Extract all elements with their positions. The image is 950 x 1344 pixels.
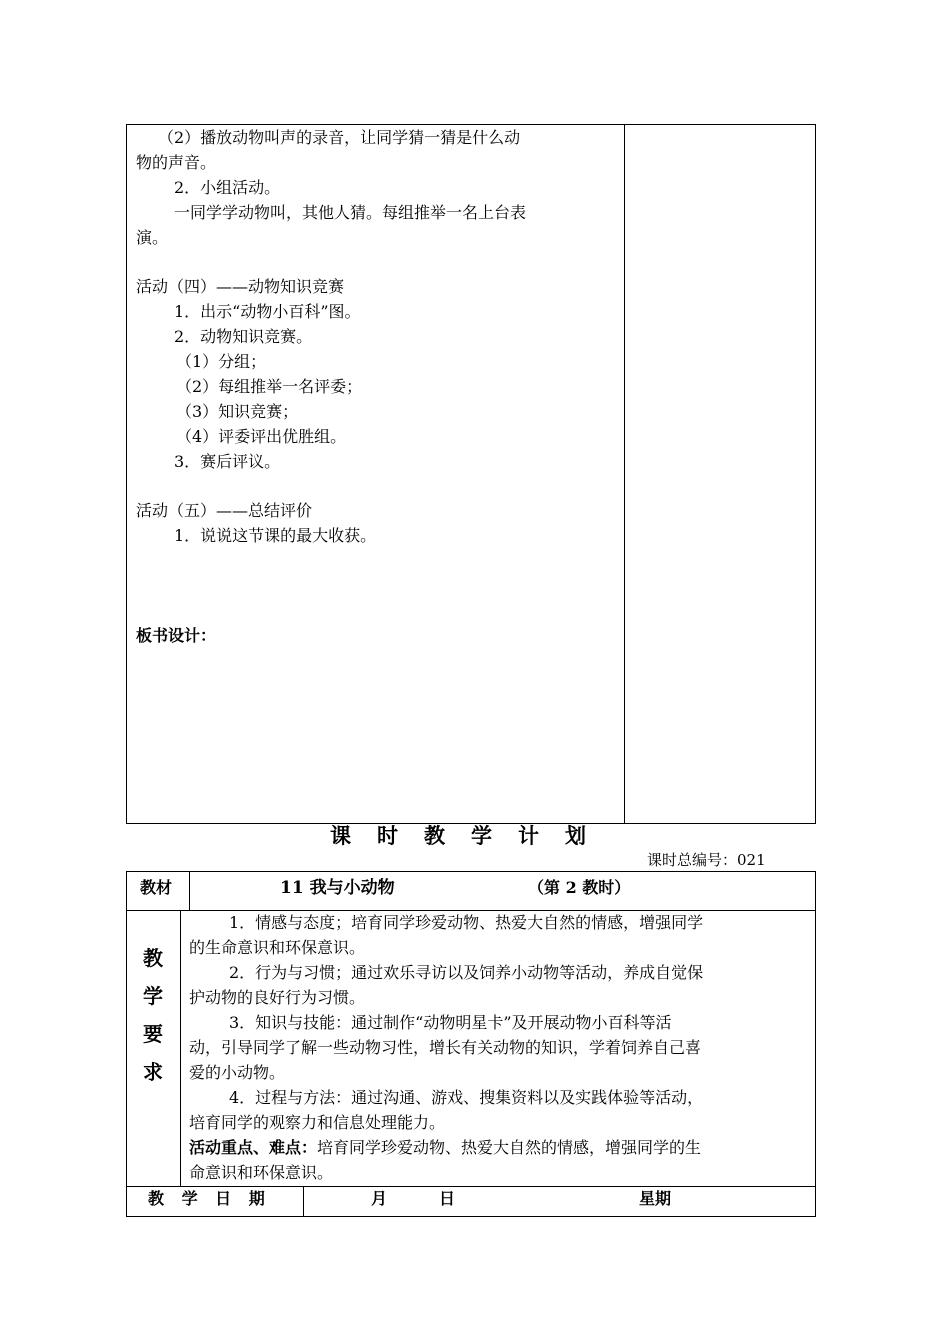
text-line: （2）每组推举一名评委； [176, 377, 363, 396]
column-divider [624, 125, 625, 823]
text-line: 2．动物知识竞赛。 [174, 327, 313, 346]
text-line: 3．赛后评议。 [174, 452, 281, 471]
lesson-period: （第 2 教时） [528, 878, 631, 897]
text-line: （1）分组； [176, 352, 267, 371]
row-divider [127, 910, 815, 911]
lesson-number: 课时总编号：021 [647, 851, 766, 869]
requirement-line: 护动物的良好行为习惯。 [189, 988, 366, 1007]
requirement-line: 命意识和环保意识。 [189, 1163, 334, 1182]
requirements-label-char: 要 [143, 1022, 163, 1046]
text-line: （3）知识竞赛； [176, 402, 299, 421]
key-points-text: 培育同学珍爱动物、热爱大自然的情感，增强同学的生 [317, 1138, 702, 1157]
text-line: 一同学学动物叫，其他人猜。每组推举一名上台表 [174, 203, 527, 222]
column-divider [180, 910, 181, 1186]
requirements-label-char: 求 [143, 1060, 163, 1084]
text-line: （2）播放动物叫声的录音，让同学猜一猜是什么动 [158, 128, 521, 147]
plan-title: 课时教学计划 [330, 823, 612, 848]
text-line: 物的声音。 [136, 153, 217, 172]
text-line: （4）评委评出优胜组。 [176, 427, 347, 446]
text-line: 1．说说这节课的最大收获。 [174, 526, 377, 545]
requirement-line: 2．行为与习惯；通过欢乐寻访以及饲养小动物等活动，养成自觉保 [229, 963, 704, 982]
requirement-line: 3．知识与技能：通过制作“动物明星卡”及开展动物小百科等活 [229, 1013, 672, 1032]
text-line: 演。 [136, 228, 169, 247]
requirement-line: 爱的小动物。 [189, 1063, 286, 1082]
requirements-label-char: 学 [143, 984, 163, 1008]
text-line: 2．小组活动。 [174, 178, 281, 197]
date-label: 教 学 日 期 [148, 1189, 265, 1208]
row-divider [127, 1186, 815, 1187]
textbook-label: 教材 [140, 878, 173, 897]
month-label: 月 [371, 1189, 388, 1208]
activity-heading: 活动（四）——动物知识竞赛 [136, 277, 345, 296]
weekday-label: 星期 [639, 1189, 672, 1208]
requirement-line: 1．情感与态度；培育同学珍爱动物、热爱大自然的情感，增强同学 [229, 913, 704, 932]
top-lesson-table [126, 124, 816, 824]
text-line: 1．出示“动物小百科”图。 [174, 302, 361, 321]
requirement-line: 培育同学的观察力和信息处理能力。 [189, 1113, 446, 1132]
key-points-line [189, 1138, 701, 1158]
column-divider [303, 1186, 304, 1217]
requirement-line: 的生命意识和环保意识。 [189, 938, 366, 957]
board-design-label: 板书设计： [136, 626, 217, 645]
textbook-title: 11 我与小动物 [280, 878, 395, 898]
requirement-line: 4．过程与方法：通过沟通、游戏、搜集资料以及实践体验等活动， [229, 1088, 704, 1107]
activity-heading: 活动（五）——总结评价 [136, 501, 313, 520]
requirements-label-char: 教 [143, 946, 163, 970]
requirement-line: 动，引导同学了解一些动物习性，增长有关动物的知识，学着饲养自己喜 [189, 1038, 702, 1057]
column-divider [189, 872, 190, 910]
key-points-label: 活动重点、难点： [189, 1138, 318, 1157]
day-label: 日 [439, 1189, 456, 1208]
